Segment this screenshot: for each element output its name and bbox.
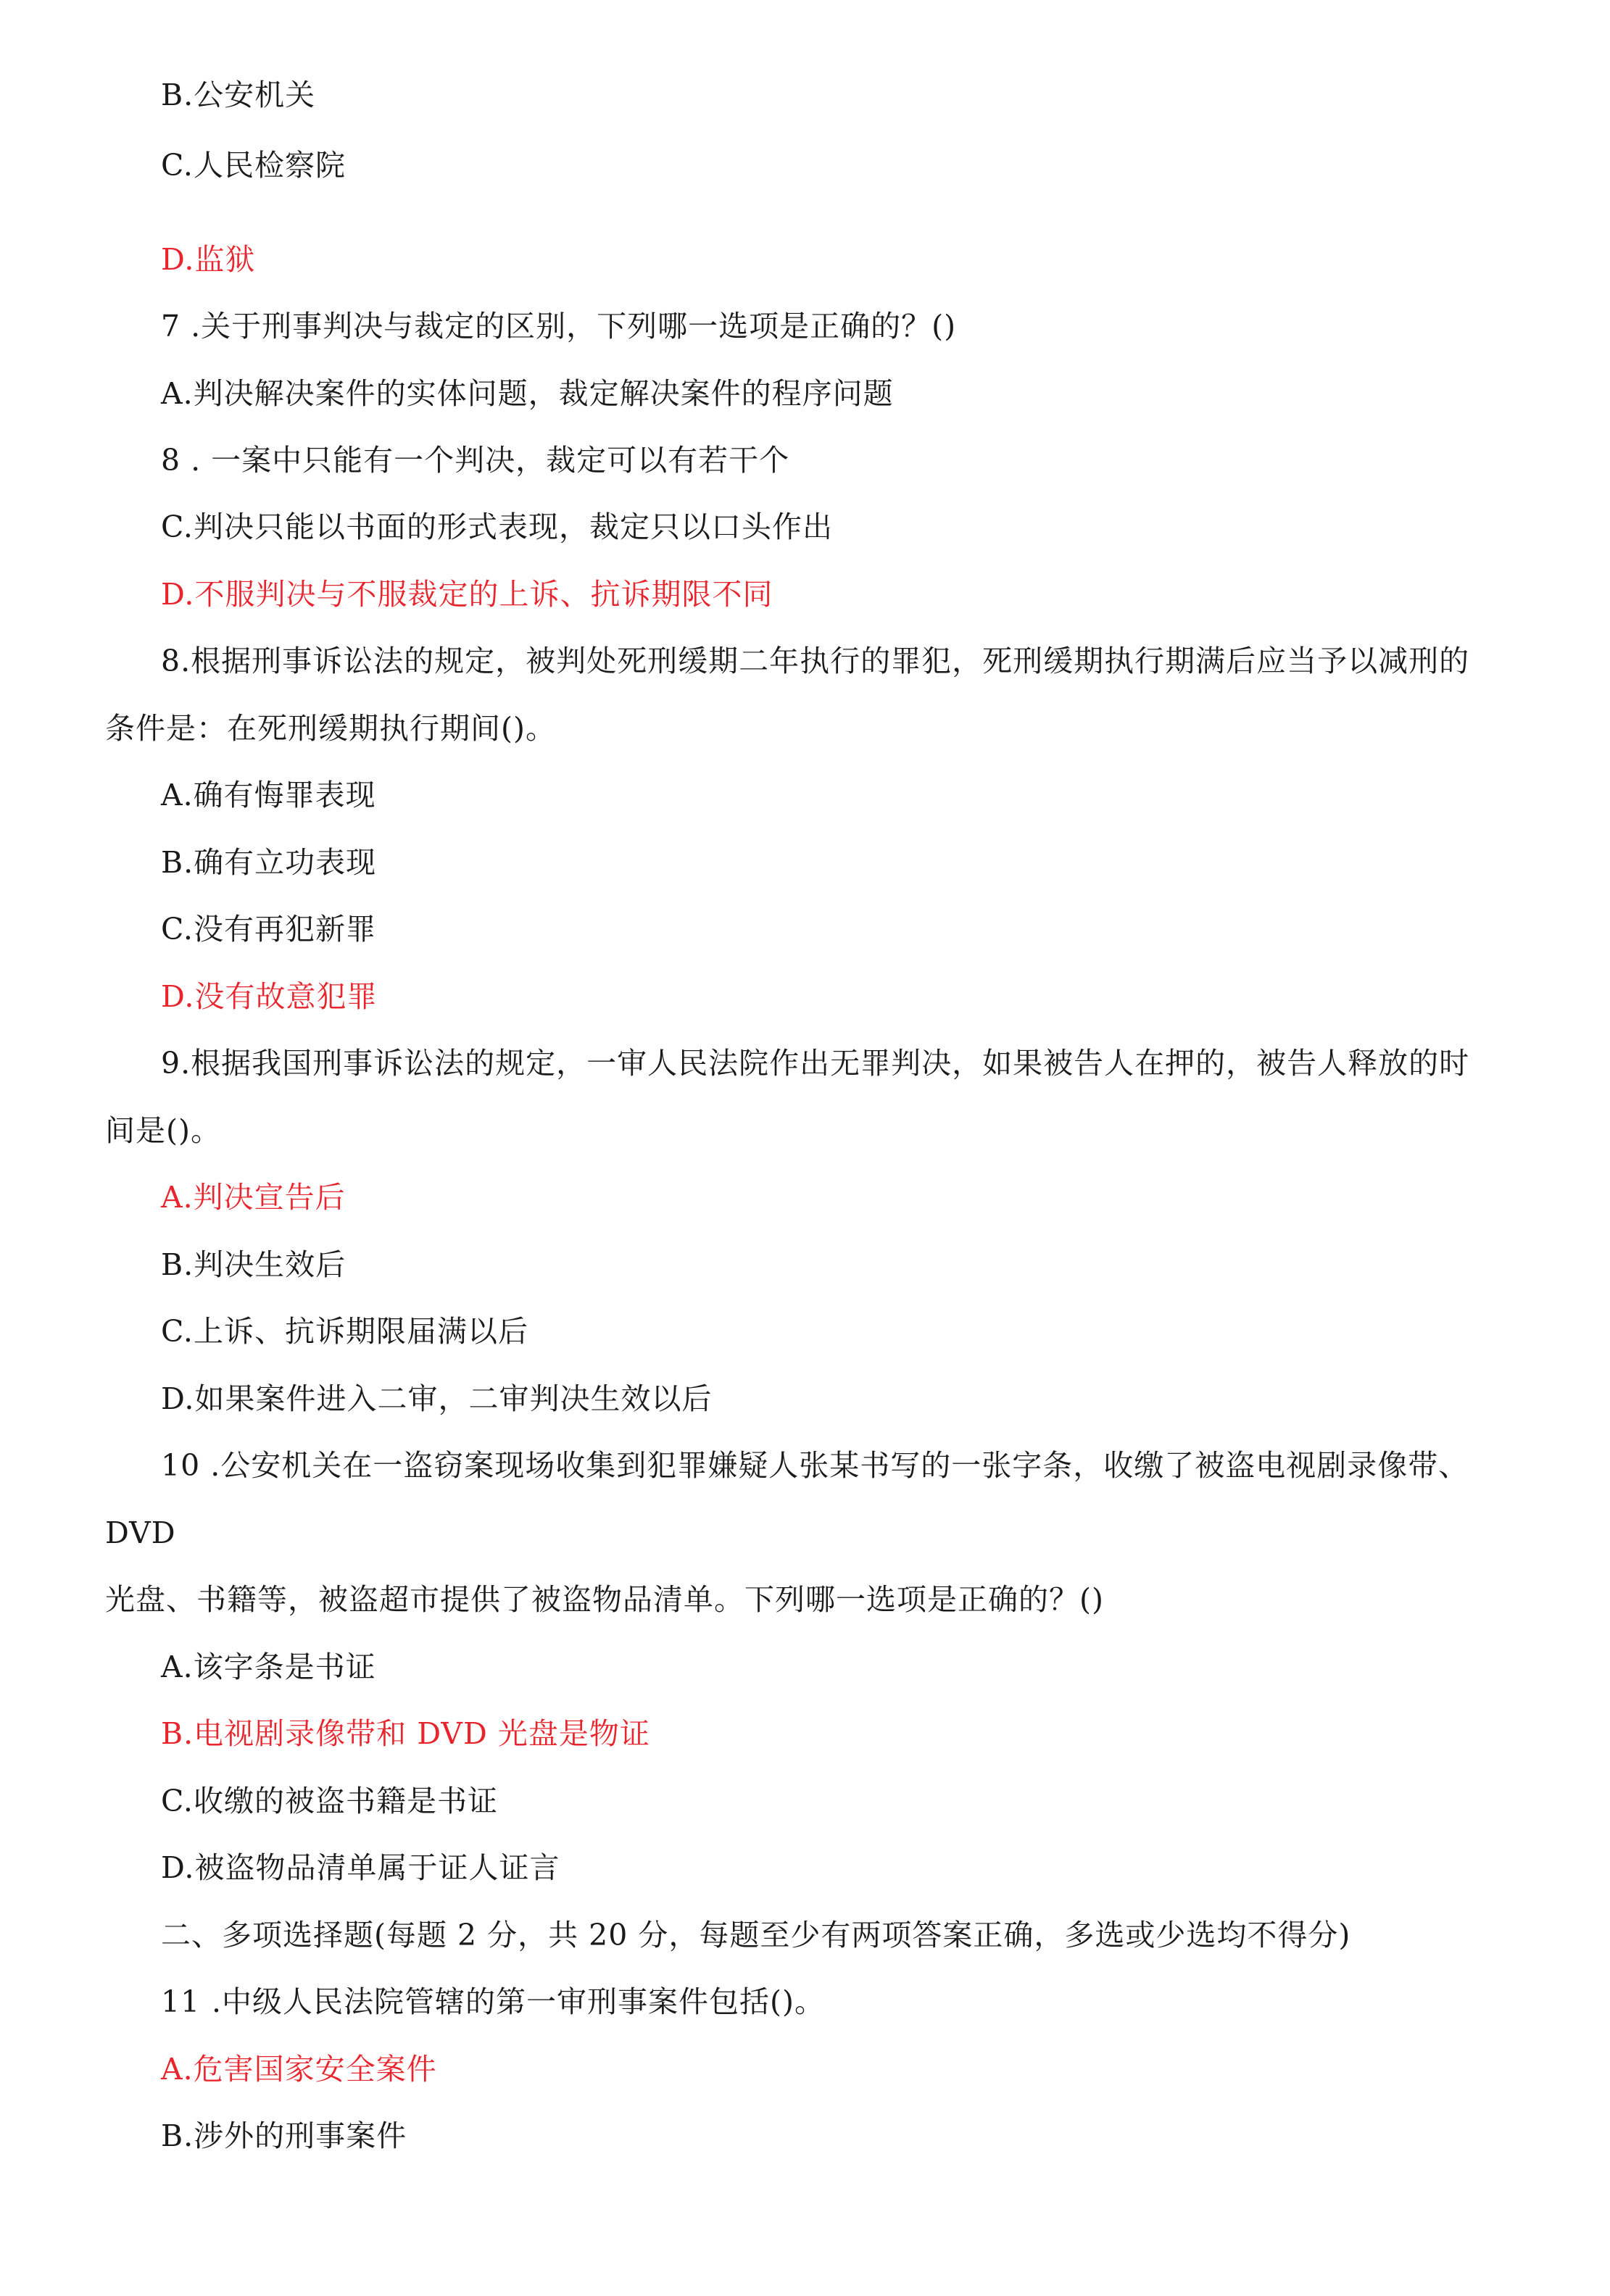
question-10-option-d: D.被盗物品清单属于证人证言: [161, 1850, 560, 1885]
answer-option-d-prison: D.监狱: [161, 242, 256, 277]
question-7-answer-d: D.不服判决与不服裁定的上诉、抗诉期限不同: [161, 577, 773, 612]
question-10: 10 .公安机关在一盗窃案现场收集到犯罪嫌疑人张某书写的一张字条，收缴了被盗电视剧录像带、: [161, 1448, 1469, 1483]
question-11-number: 11: [161, 1984, 201, 2019]
option-b-public-security: B.公安机关: [161, 78, 316, 112]
question-8: 8.根据刑事诉讼法的规定，被判处死刑缓期二年执行的罪犯，死刑缓期执行期满后应当予以减刑的: [161, 644, 1470, 678]
question-8-option-c: C.没有再犯新罪: [161, 912, 376, 947]
section-2-heading: 二、多项选择题(每题 2 分，共 20 分，每题至少有两项答案正确，多选或少选均不得分): [161, 1918, 1351, 1952]
question-9-option-b: B.判决生效后: [161, 1247, 347, 1282]
question-8-answer-d: D.没有故意犯罪: [161, 979, 378, 1014]
question-7-option-c: C.判决只能以书面的形式表现，裁定只以口头作出: [161, 509, 833, 544]
question-10-option-c: C.收缴的被盗书籍是书证: [161, 1784, 498, 1818]
question-7-option-b: 8 . 一案中只能有一个判决，裁定可以有若干个: [161, 443, 790, 478]
question-9: 9.根据我国刑事诉讼法的规定，一审人民法院作出无罪判决，如果被告人在押的，被告人释放的时: [161, 1046, 1470, 1081]
question-9-option-d: D.如果案件进入二审，二审判决生效以后: [161, 1381, 713, 1416]
question-8-continued: 条件是：在死刑缓期执行期间()。: [105, 711, 556, 746]
question-10-answer-b: B.电视剧录像带和 DVD 光盘是物证: [161, 1716, 650, 1751]
option-c-procuratorate: C.人民检察院: [161, 148, 346, 183]
question-9-continued: 间是()。: [105, 1113, 221, 1148]
question-10-option-a: A.该字条是书证: [161, 1650, 376, 1684]
question-7-option-a: A.判决解决案件的实体问题，裁定解决案件的程序问题: [161, 376, 894, 411]
question-7: 7 .关于刑事判决与裁定的区别，下列哪一选项是正确的？(): [161, 309, 957, 344]
question-9-answer-a: A.判决宣告后: [161, 1180, 346, 1215]
question-8-option-b: B.确有立功表现: [161, 845, 377, 880]
question-11-option-b: B.涉外的刑事案件: [161, 2118, 407, 2153]
question-11-text: .中级人民法院管辖的第一审刑事案件包括()。: [212, 1984, 826, 2019]
question-9-option-c: C.上诉、抗诉期限届满以后: [161, 1314, 528, 1349]
question-11: [161, 1984, 825, 2020]
question-10-dvd: DVD: [105, 1515, 176, 1550]
question-10-continued: 光盘、书籍等，被盗超市提供了被盗物品清单。下列哪一选项是正确的？(): [105, 1582, 1104, 1617]
question-11-answer-a: A.危害国家安全案件: [161, 2052, 437, 2087]
question-8-option-a: A.确有悔罪表现: [161, 778, 376, 812]
